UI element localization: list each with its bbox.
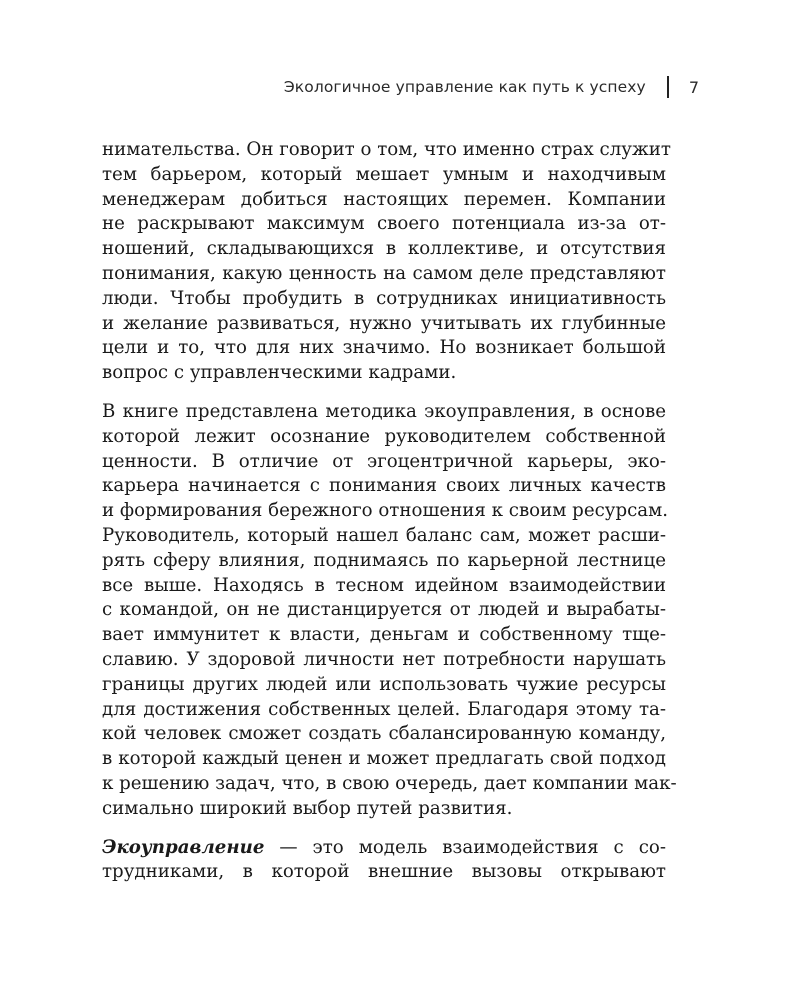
text-line: ценности. В отличие от эгоцентричной карьеры, эко- (102, 450, 666, 472)
text-line: славию. У здоровой личности нет потребности нарушать (102, 648, 666, 670)
text-line (102, 836, 666, 861)
text-line: нимательства. Он говорит о том, что именно страх служит (102, 139, 671, 160)
text-line-rest: — это модель взаимодействия с со- (264, 836, 666, 858)
running-header (284, 76, 699, 98)
text-line: границы других людей или использовать чужие ресурсы (102, 673, 666, 695)
page-number: 7 (688, 77, 699, 97)
text-line: симально широкий выбор путей развития. (102, 797, 513, 819)
text-line: вопрос с управленческими кадрами. (102, 362, 457, 384)
paragraph-3 (102, 836, 666, 886)
paragraph-2 (102, 400, 677, 822)
running-title: Экологичное управление как путь к успеху (283, 78, 646, 96)
body-text (102, 138, 677, 899)
text-line: цели и то, что для них значимо. Но возникает большой (102, 337, 666, 359)
text-line: карьера начинается с понимания своих личных качеств (102, 475, 666, 497)
text-line: все выше. Находясь в тесном идейном взаимодействии (102, 574, 666, 596)
text-line: В книге представлена методика экоуправления, в основе (102, 400, 666, 422)
text-line: менеджерам добиться настоящих перемен. Компании (102, 188, 666, 210)
text-line: рять сферу влияния, поднимаясь по карьерной лестнице (102, 549, 666, 571)
text-line: трудниками, в которой внешние вызовы открывают (102, 861, 666, 883)
text-line: с командой, он не дистанцируется от людей и вырабаты- (102, 599, 666, 621)
defined-term: Экоуправление (102, 836, 265, 858)
text-line: которой лежит осознание руководителем собственной (102, 425, 666, 447)
text-line: вает иммунитет к власти, деньгам и собственному тще- (102, 624, 666, 646)
text-line: люди. Чтобы пробудить в сотрудниках инициативность (102, 287, 666, 309)
header-separator (667, 76, 669, 98)
text-line: и формирования бережного отношения к своим ресурсам. (102, 500, 669, 522)
paragraph-1 (102, 138, 671, 386)
text-line: понимания, какую ценность на самом деле представляют (102, 262, 666, 284)
text-line: ношений, складывающихся в коллективе, и отсутствия (102, 238, 666, 260)
text-line: в которой каждый ценен и может предлагать свой подход (102, 748, 666, 770)
text-line: не раскрывают максимум своего потенциала из-за от- (102, 213, 666, 235)
text-line: к решению задач, что, в свою очередь, дает компании мак- (102, 772, 677, 794)
text-line: и желание развиваться, нужно учитывать их глубинные (102, 312, 666, 334)
text-line: Руководитель, который нашел баланс сам, может расши- (102, 524, 666, 546)
text-line: для достижения собственных целей. Благодаря этому та- (102, 698, 666, 720)
text-line: тем барьером, который мешает умным и находчивым (102, 163, 666, 185)
text-line: кой человек сможет создать сбалансированную команду, (102, 723, 666, 745)
